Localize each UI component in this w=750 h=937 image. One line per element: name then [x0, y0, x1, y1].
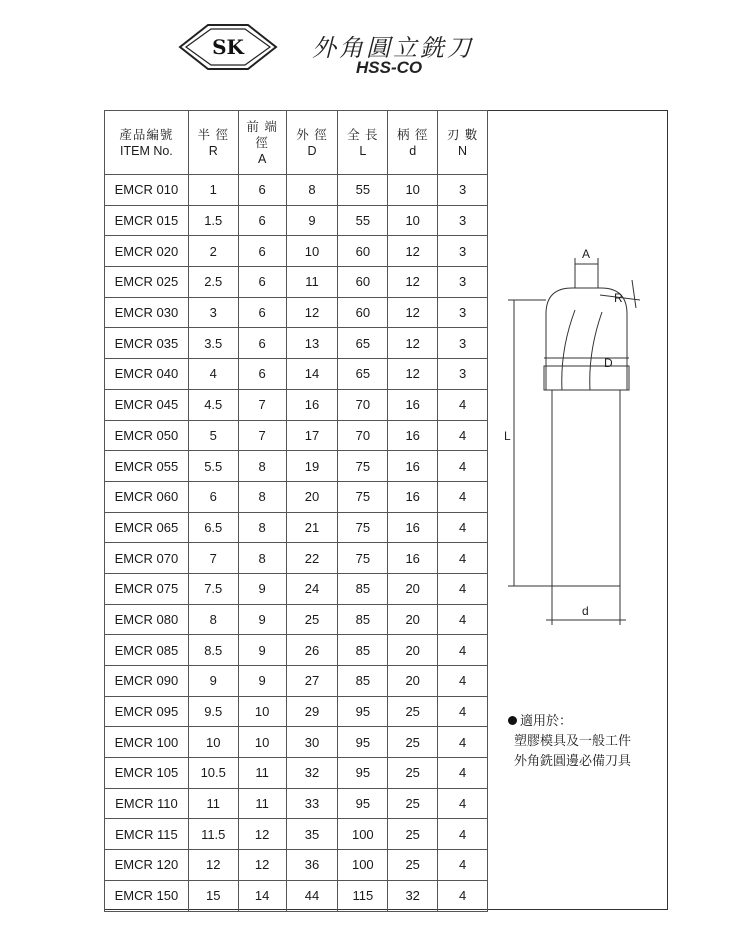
table-row [105, 850, 488, 881]
cell-total-length: 75 [338, 543, 388, 574]
cell-radius: 4 [188, 359, 238, 390]
tool-tip [575, 264, 598, 288]
cell-tip-diameter: 6 [238, 297, 286, 328]
cell-outer-diameter: 35 [286, 819, 338, 850]
cell-flutes: 4 [438, 573, 488, 604]
cell-tip-diameter: 7 [238, 420, 286, 451]
cell-item-no: EMCR 100 [105, 727, 189, 758]
cell-flutes: 4 [438, 666, 488, 697]
cell-flutes: 4 [438, 420, 488, 451]
cell-item-no: EMCR 075 [105, 573, 189, 604]
table-row [105, 666, 488, 697]
cell-shank-diameter: 16 [388, 512, 438, 543]
table-row [105, 236, 488, 267]
cell-flutes: 4 [438, 512, 488, 543]
cell-total-length: 85 [338, 635, 388, 666]
cell-tip-diameter: 6 [238, 175, 286, 206]
tool-diagram [490, 240, 665, 640]
table-row [105, 205, 488, 236]
brand-text: SK [212, 35, 244, 59]
cell-item-no: EMCR 110 [105, 788, 189, 819]
cell-radius: 6.5 [188, 512, 238, 543]
cell-flutes: 4 [438, 451, 488, 482]
cell-tip-diameter: 10 [238, 696, 286, 727]
cell-tip-diameter: 6 [238, 359, 286, 390]
cell-tip-diameter: 9 [238, 666, 286, 697]
cell-item-no: EMCR 055 [105, 451, 189, 482]
cell-shank-diameter: 20 [388, 666, 438, 697]
cell-tip-diameter: 8 [238, 451, 286, 482]
cell-item-no: EMCR 065 [105, 512, 189, 543]
spec-table [104, 110, 488, 912]
cell-radius: 5 [188, 420, 238, 451]
head-band [544, 366, 629, 390]
cell-item-no: EMCR 085 [105, 635, 189, 666]
cell-radius: 2.5 [188, 267, 238, 298]
cell-shank-diameter: 32 [388, 880, 438, 911]
cell-flutes: 3 [438, 359, 488, 390]
table-row [105, 788, 488, 819]
cell-radius: 3.5 [188, 328, 238, 359]
cell-shank-diameter: 12 [388, 267, 438, 298]
table-row [105, 451, 488, 482]
cell-item-no: EMCR 090 [105, 666, 189, 697]
cell-flutes: 4 [438, 727, 488, 758]
cell-total-length: 95 [338, 758, 388, 789]
label-d-outer: D [604, 356, 613, 370]
cell-outer-diameter: 29 [286, 696, 338, 727]
cell-item-no: EMCR 040 [105, 359, 189, 390]
cell-total-length: 85 [338, 573, 388, 604]
cell-radius: 9 [188, 666, 238, 697]
cell-shank-diameter: 12 [388, 297, 438, 328]
cell-shank-diameter: 25 [388, 819, 438, 850]
cell-item-no: EMCR 150 [105, 880, 189, 911]
cell-flutes: 4 [438, 788, 488, 819]
cell-flutes: 4 [438, 819, 488, 850]
cell-total-length: 70 [338, 389, 388, 420]
cell-outer-diameter: 16 [286, 389, 338, 420]
cell-total-length: 75 [338, 451, 388, 482]
cell-tip-diameter: 14 [238, 880, 286, 911]
cell-item-no: EMCR 050 [105, 420, 189, 451]
page-title: 外角圓立銑刀 [312, 34, 474, 62]
cell-outer-diameter: 27 [286, 666, 338, 697]
cell-total-length: 85 [338, 666, 388, 697]
label-a: A [582, 247, 591, 261]
table-row [105, 175, 488, 206]
cell-total-length: 100 [338, 850, 388, 881]
table-header-row [105, 111, 488, 175]
table-row [105, 481, 488, 512]
cell-radius: 9.5 [188, 696, 238, 727]
table-row [105, 696, 488, 727]
cell-radius: 3 [188, 297, 238, 328]
table-row [105, 819, 488, 850]
cell-shank-diameter: 12 [388, 359, 438, 390]
header-total-length: 全 長 L [338, 111, 388, 175]
table-row [105, 727, 488, 758]
cell-total-length: 65 [338, 328, 388, 359]
cell-total-length: 75 [338, 512, 388, 543]
cell-outer-diameter: 32 [286, 758, 338, 789]
cell-shank-diameter: 10 [388, 175, 438, 206]
dim-r-tick [632, 280, 636, 308]
cell-radius: 7 [188, 543, 238, 574]
tool-shank [552, 390, 620, 586]
header-radius: 半 徑 R [188, 111, 238, 175]
cell-flutes: 4 [438, 481, 488, 512]
cell-outer-diameter: 10 [286, 236, 338, 267]
cell-item-no: EMCR 015 [105, 205, 189, 236]
table-row [105, 604, 488, 635]
cell-tip-diameter: 8 [238, 512, 286, 543]
cell-tip-diameter: 6 [238, 328, 286, 359]
cell-tip-diameter: 12 [238, 819, 286, 850]
cell-shank-diameter: 25 [388, 788, 438, 819]
table-row [105, 573, 488, 604]
cell-outer-diameter: 9 [286, 205, 338, 236]
cell-flutes: 4 [438, 604, 488, 635]
flute-line-right [590, 312, 602, 390]
cell-item-no: EMCR 120 [105, 850, 189, 881]
bullet-icon [508, 716, 517, 725]
cell-tip-diameter: 9 [238, 573, 286, 604]
cell-shank-diameter: 20 [388, 573, 438, 604]
cell-shank-diameter: 16 [388, 481, 438, 512]
cell-radius: 1.5 [188, 205, 238, 236]
table-row [105, 420, 488, 451]
table-row [105, 635, 488, 666]
cell-flutes: 3 [438, 297, 488, 328]
cell-item-no: EMCR 105 [105, 758, 189, 789]
flute-line-left [562, 310, 575, 390]
cell-tip-diameter: 6 [238, 236, 286, 267]
header-outer-diameter: 外 徑 D [286, 111, 338, 175]
cell-shank-diameter: 12 [388, 328, 438, 359]
table-row [105, 543, 488, 574]
cell-outer-diameter: 19 [286, 451, 338, 482]
cell-outer-diameter: 14 [286, 359, 338, 390]
cell-outer-diameter: 24 [286, 573, 338, 604]
cell-shank-diameter: 16 [388, 451, 438, 482]
cell-item-no: EMCR 030 [105, 297, 189, 328]
cell-flutes: 4 [438, 543, 488, 574]
sk-logo [178, 22, 278, 72]
cell-shank-diameter: 25 [388, 696, 438, 727]
cell-radius: 11.5 [188, 819, 238, 850]
cell-shank-diameter: 20 [388, 635, 438, 666]
cell-outer-diameter: 22 [286, 543, 338, 574]
cell-flutes: 3 [438, 175, 488, 206]
cell-radius: 4.5 [188, 389, 238, 420]
cell-flutes: 4 [438, 850, 488, 881]
cell-tip-diameter: 8 [238, 481, 286, 512]
label-r: R [614, 291, 623, 305]
usage-note [508, 712, 631, 772]
cell-outer-diameter: 12 [286, 297, 338, 328]
cell-tip-diameter: 10 [238, 727, 286, 758]
cell-total-length: 60 [338, 236, 388, 267]
cell-flutes: 3 [438, 205, 488, 236]
cell-tip-diameter: 9 [238, 604, 286, 635]
cell-total-length: 55 [338, 175, 388, 206]
cell-outer-diameter: 33 [286, 788, 338, 819]
label-d-shank: d [582, 604, 589, 618]
usage-heading-row [508, 712, 631, 732]
table-row [105, 297, 488, 328]
cell-radius: 10 [188, 727, 238, 758]
cell-shank-diameter: 16 [388, 543, 438, 574]
label-l: L [504, 429, 511, 443]
cell-total-length: 60 [338, 267, 388, 298]
cell-shank-diameter: 10 [388, 205, 438, 236]
cell-item-no: EMCR 070 [105, 543, 189, 574]
cell-outer-diameter: 20 [286, 481, 338, 512]
cell-shank-diameter: 16 [388, 389, 438, 420]
cell-outer-diameter: 17 [286, 420, 338, 451]
cell-total-length: 55 [338, 205, 388, 236]
header-flutes: 刃 數 N [438, 111, 488, 175]
header-item-no: 產品編號 ITEM No. [105, 111, 189, 175]
cell-tip-diameter: 11 [238, 788, 286, 819]
cell-outer-diameter: 21 [286, 512, 338, 543]
cell-tip-diameter: 11 [238, 758, 286, 789]
cell-total-length: 100 [338, 819, 388, 850]
cell-radius: 8 [188, 604, 238, 635]
cell-total-length: 60 [338, 297, 388, 328]
cell-tip-diameter: 12 [238, 850, 286, 881]
cell-item-no: EMCR 020 [105, 236, 189, 267]
cell-shank-diameter: 12 [388, 236, 438, 267]
cell-outer-diameter: 44 [286, 880, 338, 911]
page-subtitle: HSS-CO [356, 58, 423, 77]
cell-item-no: EMCR 115 [105, 819, 189, 850]
cell-flutes: 3 [438, 267, 488, 298]
cell-outer-diameter: 30 [286, 727, 338, 758]
header-tip-diameter: 前 端 徑 A [238, 111, 286, 175]
cell-outer-diameter: 36 [286, 850, 338, 881]
cell-item-no: EMCR 025 [105, 267, 189, 298]
table-row [105, 359, 488, 390]
cell-item-no: EMCR 095 [105, 696, 189, 727]
cell-radius: 7.5 [188, 573, 238, 604]
cell-flutes: 4 [438, 696, 488, 727]
cell-total-length: 65 [338, 359, 388, 390]
cell-shank-diameter: 25 [388, 850, 438, 881]
cell-total-length: 95 [338, 788, 388, 819]
cell-radius: 5.5 [188, 451, 238, 482]
cell-flutes: 4 [438, 758, 488, 789]
cell-shank-diameter: 25 [388, 758, 438, 789]
cell-tip-diameter: 6 [238, 205, 286, 236]
cell-tip-diameter: 7 [238, 389, 286, 420]
cell-shank-diameter: 16 [388, 420, 438, 451]
cell-outer-diameter: 25 [286, 604, 338, 635]
cell-item-no: EMCR 045 [105, 389, 189, 420]
cell-tip-diameter: 6 [238, 267, 286, 298]
cell-item-no: EMCR 060 [105, 481, 189, 512]
table-row [105, 758, 488, 789]
cell-radius: 11 [188, 788, 238, 819]
cell-total-length: 70 [338, 420, 388, 451]
cell-flutes: 3 [438, 236, 488, 267]
cell-tip-diameter: 8 [238, 543, 286, 574]
cell-flutes: 3 [438, 328, 488, 359]
table-row [105, 267, 488, 298]
header-shank-diameter: 柄 徑 d [388, 111, 438, 175]
cell-flutes: 4 [438, 635, 488, 666]
cell-radius: 2 [188, 236, 238, 267]
cell-shank-diameter: 25 [388, 727, 438, 758]
usage-line-1: 塑膠模具及一般工件 [514, 734, 632, 749]
cell-total-length: 75 [338, 481, 388, 512]
cell-outer-diameter: 8 [286, 175, 338, 206]
cell-radius: 12 [188, 850, 238, 881]
cell-total-length: 95 [338, 696, 388, 727]
cell-radius: 1 [188, 175, 238, 206]
table-row [105, 512, 488, 543]
cell-total-length: 95 [338, 727, 388, 758]
cell-outer-diameter: 11 [286, 267, 338, 298]
cell-shank-diameter: 20 [388, 604, 438, 635]
cell-outer-diameter: 26 [286, 635, 338, 666]
usage-heading: 適用於： [520, 714, 573, 729]
cell-radius: 6 [188, 481, 238, 512]
cell-radius: 15 [188, 880, 238, 911]
cell-item-no: EMCR 010 [105, 175, 189, 206]
cell-flutes: 4 [438, 880, 488, 911]
usage-line-2: 外角銑圓邊必備刀具 [514, 754, 632, 769]
cell-item-no: EMCR 035 [105, 328, 189, 359]
table-row [105, 389, 488, 420]
cell-tip-diameter: 9 [238, 635, 286, 666]
cell-total-length: 85 [338, 604, 388, 635]
cell-radius: 10.5 [188, 758, 238, 789]
cell-radius: 8.5 [188, 635, 238, 666]
cell-outer-diameter: 13 [286, 328, 338, 359]
cell-flutes: 4 [438, 389, 488, 420]
cell-total-length: 115 [338, 880, 388, 911]
cell-item-no: EMCR 080 [105, 604, 189, 635]
table-row [105, 328, 488, 359]
table-row [105, 880, 488, 911]
